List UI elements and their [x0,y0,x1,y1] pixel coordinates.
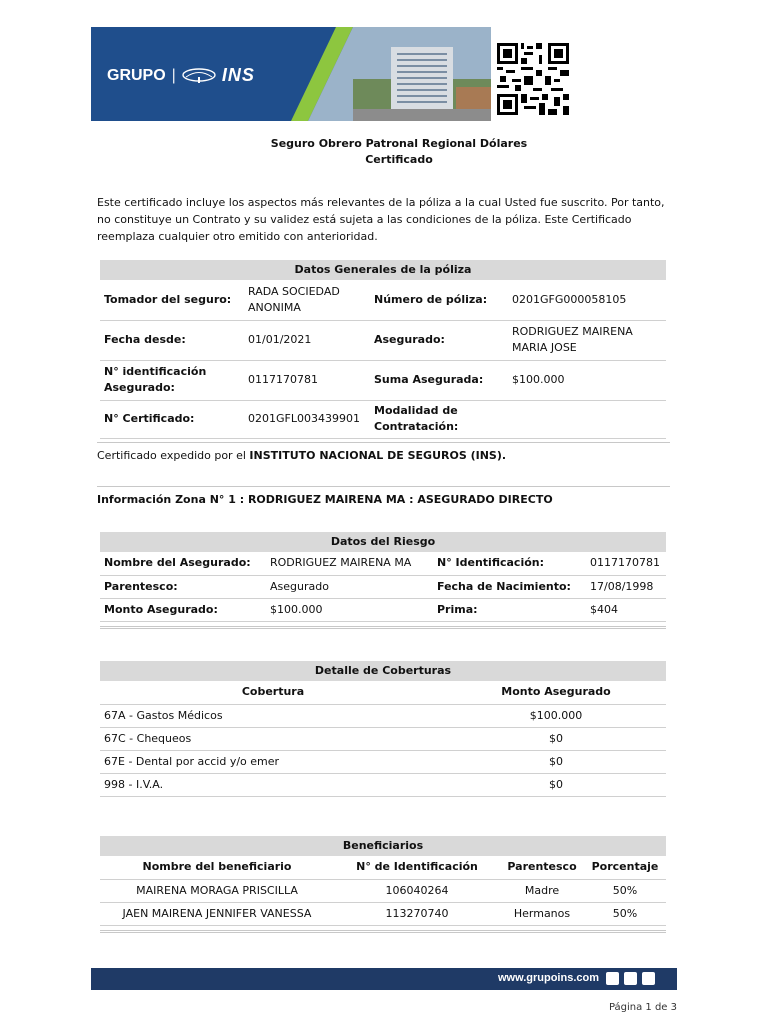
document-title [100,136,698,168]
twitter-icon[interactable] [642,972,655,985]
footer-bar [91,968,677,990]
qr-code [497,43,569,115]
title-product: Seguro Obrero Patronal Regional Dólares [270,137,528,150]
value-identificacion: 0117170781 [244,360,370,400]
expedido-line [97,449,506,462]
beneficiario-id: 106040264 [334,879,500,902]
footer-url[interactable]: www.grupoins.com [497,972,599,984]
cobertura-name: 67A - Gastos Médicos [100,704,446,727]
youtube-icon[interactable] [606,972,619,985]
divider [97,486,670,487]
value-parentesco: Asegurado [266,575,433,598]
value-monto-asegurado: $100.000 [266,598,433,621]
divider [97,442,670,443]
value-modalidad [508,400,666,438]
beneficiario-porcentaje: 50% [584,902,666,925]
logo-ins-text: INS [221,65,255,85]
label-suma-asegurada: Suma Asegurada: [370,360,508,400]
label-numero-poliza: Número de póliza: [370,280,508,320]
col-porcentaje: Porcentaje [584,856,666,879]
cobertura-monto: $0 [446,750,666,773]
beneficiario-porcentaje: 50% [584,879,666,902]
value-nombre-asegurado: RODRIGUEZ MAIRENA MA [266,552,433,575]
label-identificacion: N° identificación Asegurado: [100,360,244,400]
beneficiario-nombre: MAIRENA MORAGA PRISCILLA [100,879,334,902]
cobertura-monto: $0 [446,727,666,750]
title-certificate: Certificado [365,153,433,166]
label-fecha-desde: Fecha desde: [100,320,244,360]
col-monto-asegurado: Monto Asegurado [446,681,666,704]
beneficiario-id: 113270740 [334,902,500,925]
cobertura-name: 67E - Dental por accid y/o emer [100,750,446,773]
label-riesgo-identificacion: N° Identificación: [433,552,586,575]
page-number: Página 1 de 3 [608,1002,677,1013]
col-nombre-beneficiario: Nombre del beneficiario [100,856,334,879]
intro-paragraph: Este certificado incluye los aspectos más relevantes de la póliza a la cual Usted fue suscrito. Por tanto, no constituye un Contrato y su validez está sujeta a las condiciones de la póliza. Este Certificado reemplaza cualquier otro emitido con anterioridad. [97,196,665,243]
datos-riesgo-heading: Datos del Riesgo [100,532,666,552]
zona-heading: Información Zona N° 1 : RODRIGUEZ MAIRENA MA : ASEGURADO DIRECTO [97,493,553,506]
logo-grupo-text: GRUPO [107,66,166,84]
expedido-entity: INSTITUTO NACIONAL DE SEGUROS (INS). [249,449,507,462]
value-riesgo-identificacion: 0117170781 [586,552,666,575]
col-cobertura: Cobertura [100,681,446,704]
label-certificado: N° Certificado: [100,400,244,438]
label-nombre-asegurado: Nombre del Asegurado: [100,552,266,575]
value-suma-asegurada: $100.000 [508,360,666,400]
label-modalidad: Modalidad de Contratación: [370,400,508,438]
facebook-icon[interactable] [624,972,637,985]
cobertura-name: 67C - Chequeos [100,727,446,750]
datos-generales-table [100,260,666,439]
label-parentesco: Parentesco: [100,575,266,598]
label-prima: Prima: [433,598,586,621]
col-parentesco: Parentesco [500,856,584,879]
label-monto-asegurado: Monto Asegurado: [100,598,266,621]
header-banner [91,27,491,121]
cobertura-monto: $0 [446,773,666,796]
label-asegurado: Asegurado: [370,320,508,360]
cobertura-name: 998 - I.V.A. [100,773,446,796]
grupo-ins-logo [107,65,255,86]
value-tomador: RADA SOCIEDAD ANONIMA [244,280,370,320]
value-asegurado: RODRIGUEZ MAIRENA MARIA JOSE [508,320,666,360]
coberturas-table [100,661,666,797]
beneficiario-parentesco: Madre [500,879,584,902]
beneficiario-nombre: JAEN MAIRENA JENNIFER VANESSA [100,902,334,925]
expedido-prefix: Certificado expedido por el [97,449,250,462]
value-certificado: 0201GFL003439901 [244,400,370,438]
datos-generales-heading: Datos Generales de la póliza [100,260,666,280]
label-tomador: Tomador del seguro: [100,280,244,320]
beneficiarios-heading: Beneficiarios [100,836,666,856]
value-prima: $404 [586,598,666,621]
coberturas-heading: Detalle de Coberturas [100,661,666,681]
value-numero-poliza: 0201GFG000058105 [508,280,666,320]
datos-riesgo-table [100,532,666,629]
beneficiarios-table [100,836,666,933]
beneficiario-parentesco: Hermanos [500,902,584,925]
tree-icon [182,68,216,84]
logo-separator: | [171,66,176,84]
label-fecha-nacimiento: Fecha de Nacimiento: [433,575,586,598]
cobertura-monto: $100.000 [446,704,666,727]
col-identificacion: N° de Identificación [334,856,500,879]
value-fecha-nacimiento: 17/08/1998 [586,575,666,598]
value-fecha-desde: 01/01/2021 [244,320,370,360]
